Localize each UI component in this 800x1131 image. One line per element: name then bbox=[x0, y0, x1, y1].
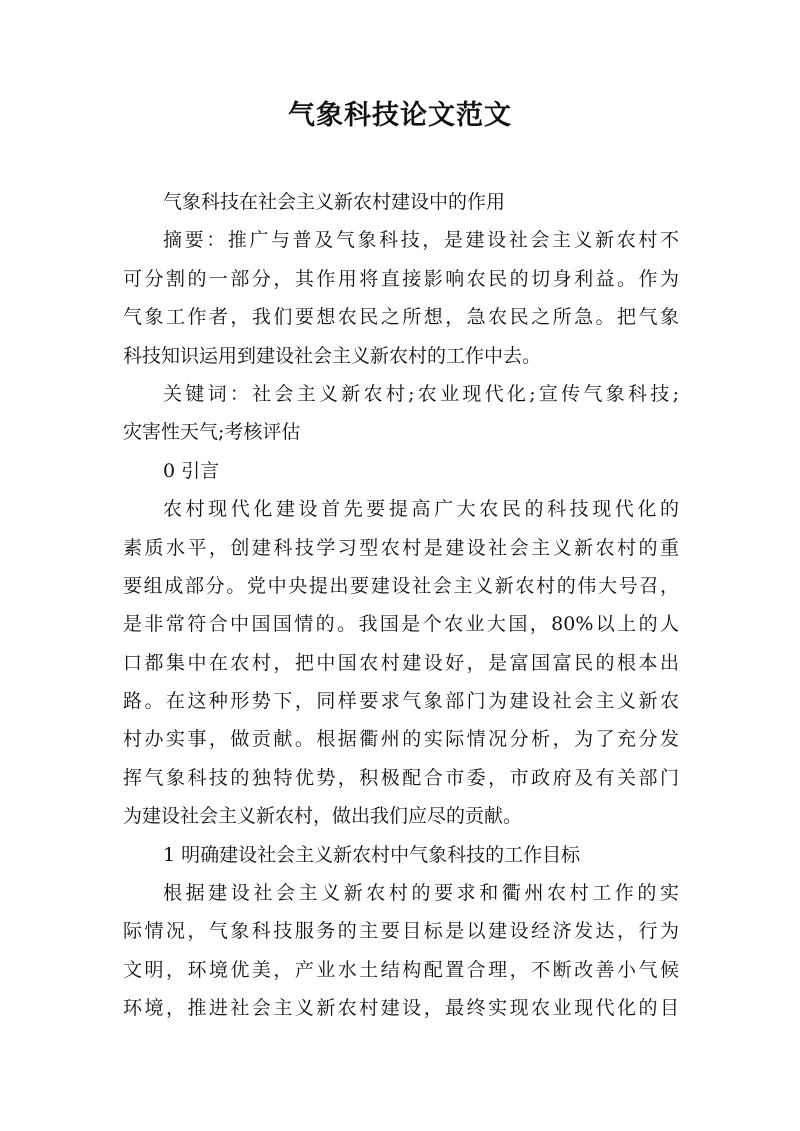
paragraph-line: 挥气象科技的独特优势，积极配合市委，市政府及有关部门 bbox=[123, 766, 679, 789]
abstract-line: 科技知识运用到建设社会主义新农村的工作中去。 bbox=[123, 344, 542, 367]
keywords-line: 灾害性天气;考核评估 bbox=[123, 421, 301, 444]
paragraph-line: 际情况，气象科技服务的主要目标是以建设经济发达，行为 bbox=[123, 920, 679, 943]
paragraph-line: 素质水平，创建科技学习型农村是建设社会主义新农村的重 bbox=[123, 536, 679, 559]
paragraph-line: 口都集中在农村，把中国农村建设好，是富国富民的根本出 bbox=[123, 651, 679, 674]
paragraph-line: 环境，推进社会主义新农村建设，最终实现农业现代化的目 bbox=[123, 997, 679, 1020]
paragraph-line: 根据建设社会主义新农村的要求和衢州农村工作的实 bbox=[163, 882, 679, 905]
paragraph-line: 要组成部分。党中央提出要建设社会主义新农村的伟大号召， bbox=[123, 574, 679, 597]
abstract-line: 可分割的一部分，其作用将直接影响农民的切身利益。作为 bbox=[123, 267, 679, 290]
section-heading: 1 明确建设社会主义新农村中气象科技的工作目标 bbox=[163, 843, 581, 866]
abstract-line: 摘要：推广与普及气象科技，是建设社会主义新农村不 bbox=[163, 229, 679, 252]
paragraph-line: 是非常符合中国国情的。我国是个农业大国，80%以上的人 bbox=[123, 613, 679, 636]
document-title: 气象科技论文范文 bbox=[288, 100, 512, 131]
section-heading: 0 引言 bbox=[163, 459, 220, 482]
document-body bbox=[123, 183, 679, 1028]
paragraph-line: 村办实事，做贡献。根据衢州的实际情况分析，为了充分发 bbox=[123, 728, 679, 751]
abstract-line: 气象工作者，我们要想农民之所想，急农民之所急。把气象 bbox=[123, 306, 679, 329]
keywords-line: 关键词：社会主义新农村;农业现代化;宣传气象科技; bbox=[163, 382, 679, 405]
paragraph-line: 农村现代化建设首先要提高广大农民的科技现代化的 bbox=[163, 498, 679, 521]
paragraph-line: 路。在这种形势下，同样要求气象部门为建设社会主义新农 bbox=[123, 690, 679, 713]
paragraph-line: 文明，环境优美，产业水土结构配置合理，不断改善小气候 bbox=[123, 958, 679, 981]
subtitle-line: 气象科技在社会主义新农村建设中的作用 bbox=[163, 191, 506, 213]
paragraph-line: 为建设社会主义新农村，做出我们应尽的贡献。 bbox=[123, 805, 523, 828]
